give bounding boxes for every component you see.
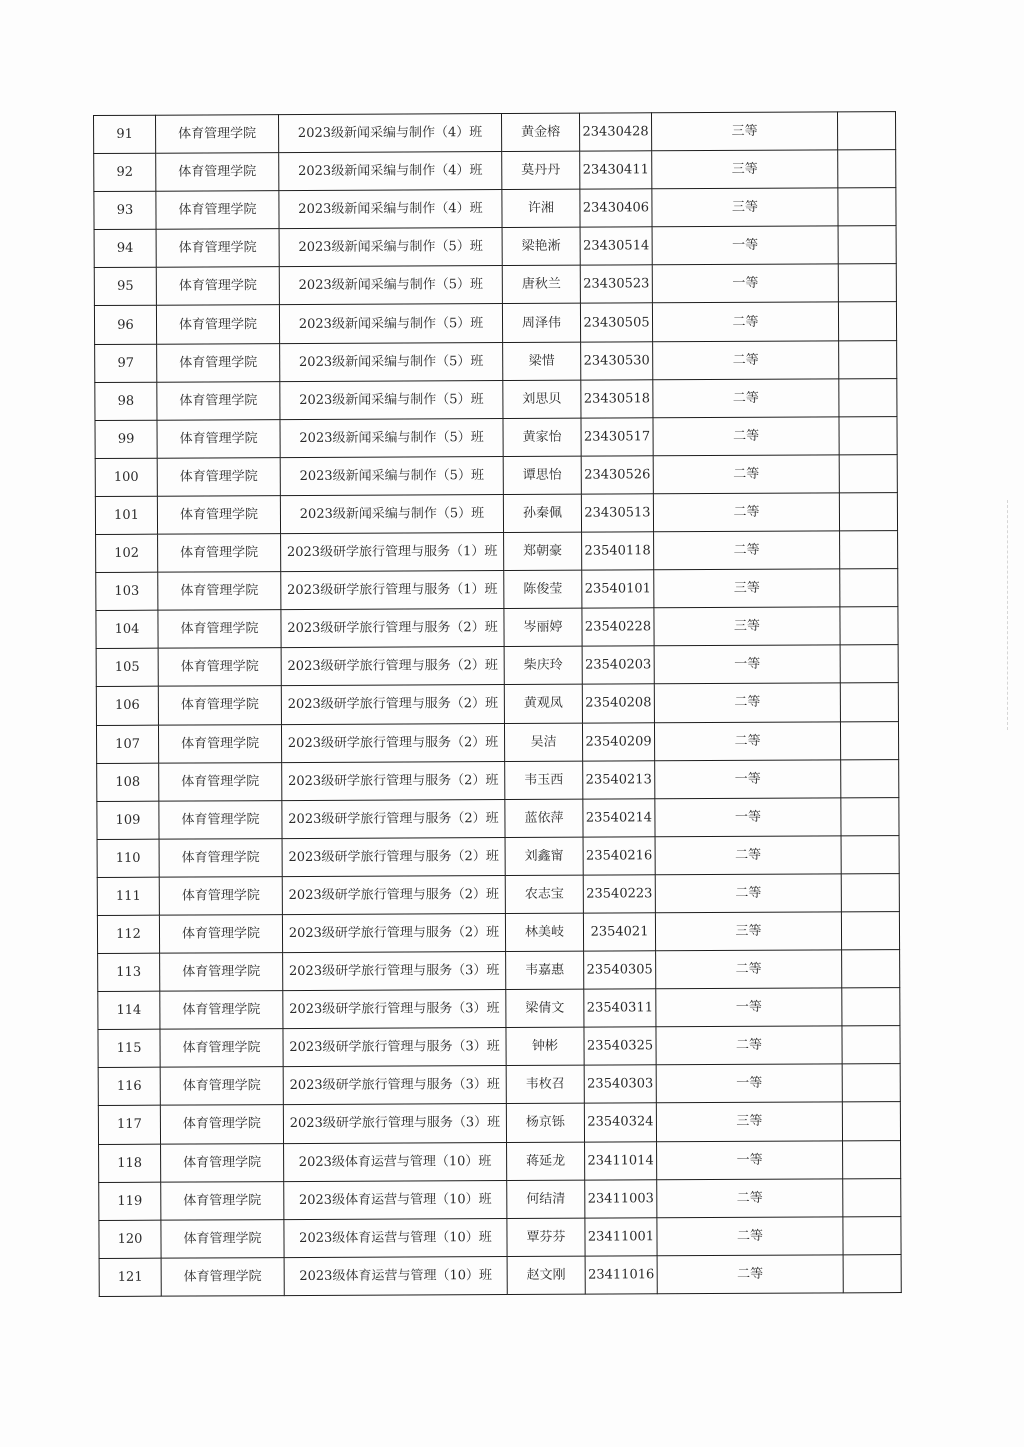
table-row xyxy=(96,683,898,725)
student-name-cell: 林美岐 xyxy=(505,913,583,951)
class-cell: 2023级新闻采编与制作（5）班 xyxy=(280,342,503,381)
class-cell: 2023级研学旅行管理与服务（3）班 xyxy=(283,1104,506,1143)
award-grade-cell: 二等 xyxy=(653,340,839,379)
student-name-cell: 柴庆玲 xyxy=(504,646,582,684)
student-name-cell: 郑朝豪 xyxy=(504,532,582,570)
award-grade-cell: 三等 xyxy=(654,569,840,608)
student-id-cell: 23411003 xyxy=(585,1179,657,1217)
award-grade-cell: 二等 xyxy=(657,1217,843,1256)
student-id-cell: 23540228 xyxy=(582,608,654,646)
award-grade-cell: 一等 xyxy=(656,988,842,1027)
remark-cell xyxy=(838,264,896,302)
award-grade-cell: 三等 xyxy=(656,1102,842,1141)
class-cell: 2023级新闻采编与制作（5）班 xyxy=(280,456,503,495)
table-row xyxy=(98,1102,900,1144)
table-row xyxy=(94,112,896,154)
table-row xyxy=(96,721,898,763)
remark-cell xyxy=(841,759,899,797)
college-cell: 体育管理学院 xyxy=(156,229,279,268)
college-cell: 体育管理学院 xyxy=(159,876,282,915)
student-id-cell: 23540213 xyxy=(583,760,655,798)
college-cell: 体育管理学院 xyxy=(158,648,281,687)
award-grade-cell: 三等 xyxy=(654,607,840,646)
award-grade-cell: 三等 xyxy=(652,188,838,227)
student-name-cell: 韦枚召 xyxy=(506,1065,584,1103)
student-name-cell: 岑丽婷 xyxy=(504,608,582,646)
remark-cell xyxy=(842,1026,900,1064)
table-row xyxy=(98,950,900,992)
student-name-cell: 周泽伟 xyxy=(502,304,580,342)
remark-cell xyxy=(840,569,898,607)
class-cell: 2023级新闻采编与制作（5）班 xyxy=(280,418,503,457)
row-number-cell: 107 xyxy=(96,725,158,763)
class-cell: 2023级研学旅行管理与服务（2）班 xyxy=(282,761,505,800)
row-number-cell: 97 xyxy=(95,344,157,382)
award-table-body xyxy=(94,112,902,1297)
college-cell: 体育管理学院 xyxy=(161,1181,284,1220)
class-cell: 2023级研学旅行管理与服务（2）班 xyxy=(282,837,505,876)
remark-cell xyxy=(840,607,898,645)
row-number-cell: 105 xyxy=(96,649,158,687)
award-grade-cell: 二等 xyxy=(653,379,839,418)
class-cell: 2023级研学旅行管理与服务（2）班 xyxy=(282,799,505,838)
remark-cell xyxy=(839,493,897,531)
class-cell: 2023级研学旅行管理与服务（3）班 xyxy=(283,1028,506,1067)
remark-cell xyxy=(842,1102,900,1140)
student-id-cell: 23540216 xyxy=(583,837,655,875)
remark-cell xyxy=(842,950,900,988)
row-number-cell: 115 xyxy=(98,1029,160,1067)
remark-cell xyxy=(839,416,897,454)
class-cell: 2023级新闻采编与制作（4）班 xyxy=(279,114,502,153)
remark-cell xyxy=(843,1216,901,1254)
table-row xyxy=(95,416,897,458)
student-id-cell: 23411001 xyxy=(585,1217,657,1255)
row-number-cell: 117 xyxy=(98,1106,160,1144)
row-number-cell: 120 xyxy=(99,1220,161,1258)
remark-cell xyxy=(838,302,896,340)
row-number-cell: 114 xyxy=(98,991,160,1029)
remark-cell xyxy=(843,1140,901,1178)
student-id-cell: 23540203 xyxy=(582,646,654,684)
class-cell: 2023级新闻采编与制作（5）班 xyxy=(280,380,503,419)
college-cell: 体育管理学院 xyxy=(156,267,279,306)
remark-cell xyxy=(841,797,899,835)
student-name-cell: 赵文刚 xyxy=(507,1256,585,1294)
student-id-cell: 23540305 xyxy=(584,951,656,989)
student-id-cell: 23540214 xyxy=(583,798,655,836)
table-row xyxy=(96,569,898,611)
student-id-cell: 23430411 xyxy=(580,151,652,189)
table-row xyxy=(95,378,897,420)
table-row xyxy=(95,454,897,496)
student-name-cell: 许湘 xyxy=(502,189,580,227)
college-cell: 体育管理学院 xyxy=(160,953,283,992)
student-id-cell: 23430513 xyxy=(581,494,653,532)
student-name-cell: 蓝依萍 xyxy=(505,799,583,837)
table-row xyxy=(97,759,899,801)
class-cell: 2023级体育运营与管理（10）班 xyxy=(284,1218,507,1257)
college-cell: 体育管理学院 xyxy=(156,191,279,230)
award-grade-cell: 一等 xyxy=(652,226,838,265)
remark-cell xyxy=(837,112,895,150)
class-cell: 2023级新闻采编与制作（5）班 xyxy=(279,228,502,267)
award-grade-cell: 二等 xyxy=(655,874,841,913)
remark-cell xyxy=(840,531,898,569)
student-name-cell: 唐秋兰 xyxy=(502,265,580,303)
college-cell: 体育管理学院 xyxy=(161,1219,284,1258)
college-cell: 体育管理学院 xyxy=(156,115,279,154)
student-name-cell: 黄家怡 xyxy=(503,418,581,456)
remark-cell xyxy=(842,1064,900,1102)
student-name-cell: 梁倩文 xyxy=(506,989,584,1027)
award-grade-cell: 二等 xyxy=(654,683,840,722)
table-row xyxy=(94,302,896,344)
table-row xyxy=(97,912,899,954)
table-row xyxy=(96,607,898,649)
award-grade-cell: 二等 xyxy=(653,493,839,532)
college-cell: 体育管理学院 xyxy=(156,305,279,344)
award-grade-cell: 二等 xyxy=(655,836,841,875)
row-number-cell: 99 xyxy=(95,420,157,458)
student-name-cell: 覃芬芬 xyxy=(507,1218,585,1256)
student-id-cell: 2354021 xyxy=(583,913,655,951)
row-number-cell: 118 xyxy=(99,1144,161,1182)
row-number-cell: 95 xyxy=(94,268,156,306)
student-id-cell: 23540324 xyxy=(584,1103,656,1141)
award-grade-cell: 二等 xyxy=(657,1255,843,1294)
student-name-cell: 钟彬 xyxy=(506,1027,584,1065)
award-grade-cell: 二等 xyxy=(653,417,839,456)
student-id-cell: 23430517 xyxy=(581,418,653,456)
table-row xyxy=(95,340,897,382)
award-grade-cell: 二等 xyxy=(656,950,842,989)
student-name-cell: 刘鑫甯 xyxy=(505,837,583,875)
award-grade-cell: 一等 xyxy=(655,759,841,798)
row-number-cell: 104 xyxy=(96,610,158,648)
table-row xyxy=(97,835,899,877)
remark-cell xyxy=(839,340,897,378)
table-row xyxy=(99,1178,901,1220)
table-row xyxy=(96,531,898,573)
class-cell: 2023级新闻采编与制作（5）班 xyxy=(279,266,502,305)
remark-cell xyxy=(840,721,898,759)
class-cell: 2023级体育运营与管理（10）班 xyxy=(284,1256,507,1295)
award-grade-cell: 一等 xyxy=(657,1140,843,1179)
college-cell: 体育管理学院 xyxy=(160,1067,283,1106)
college-cell: 体育管理学院 xyxy=(160,991,283,1030)
student-id-cell: 23540209 xyxy=(582,722,654,760)
row-number-cell: 94 xyxy=(94,229,156,267)
college-cell: 体育管理学院 xyxy=(157,457,280,496)
student-id-cell: 23540118 xyxy=(582,532,654,570)
award-grade-cell: 三等 xyxy=(655,912,841,951)
student-name-cell: 韦嘉惠 xyxy=(506,951,584,989)
row-number-cell: 112 xyxy=(97,915,159,953)
class-cell: 2023级研学旅行管理与服务（2）班 xyxy=(281,609,504,648)
row-number-cell: 93 xyxy=(94,191,156,229)
table-row xyxy=(98,1064,900,1106)
student-name-cell: 刘思贝 xyxy=(503,380,581,418)
student-name-cell: 孙秦佩 xyxy=(503,494,581,532)
student-name-cell: 黄观凤 xyxy=(504,685,582,723)
remark-cell xyxy=(838,150,896,188)
college-cell: 体育管理学院 xyxy=(161,1143,284,1182)
row-number-cell: 96 xyxy=(94,306,156,344)
class-cell: 2023级研学旅行管理与服务（3）班 xyxy=(283,990,506,1029)
award-grade-cell: 二等 xyxy=(654,721,840,760)
remark-cell xyxy=(840,683,898,721)
college-cell: 体育管理学院 xyxy=(161,1257,284,1296)
college-cell: 体育管理学院 xyxy=(157,496,280,535)
award-grade-cell: 三等 xyxy=(652,150,838,189)
row-number-cell: 110 xyxy=(97,839,159,877)
table-row xyxy=(99,1254,901,1296)
row-number-cell: 98 xyxy=(95,382,157,420)
remark-cell xyxy=(843,1254,901,1292)
table-row xyxy=(98,988,900,1030)
college-cell: 体育管理学院 xyxy=(157,419,280,458)
student-id-cell: 23411014 xyxy=(585,1141,657,1179)
class-cell: 2023级新闻采编与制作（5）班 xyxy=(279,304,502,343)
student-name-cell: 莫丹丹 xyxy=(502,151,580,189)
table-row xyxy=(99,1140,901,1182)
student-name-cell: 梁艳淅 xyxy=(502,227,580,265)
table-row xyxy=(94,226,896,268)
college-cell: 体育管理学院 xyxy=(158,534,281,573)
college-cell: 体育管理学院 xyxy=(159,838,282,877)
award-grade-cell: 三等 xyxy=(651,112,837,151)
remark-cell xyxy=(841,835,899,873)
table-row xyxy=(95,493,897,535)
college-cell: 体育管理学院 xyxy=(158,610,281,649)
student-id-cell: 23430518 xyxy=(581,379,653,417)
row-number-cell: 119 xyxy=(99,1182,161,1220)
remark-cell xyxy=(841,912,899,950)
college-cell: 体育管理学院 xyxy=(159,762,282,801)
student-id-cell: 23430428 xyxy=(579,113,651,151)
award-grade-cell: 二等 xyxy=(653,455,839,494)
class-cell: 2023级研学旅行管理与服务（2）班 xyxy=(282,913,505,952)
student-name-cell: 杨京铄 xyxy=(506,1104,584,1142)
student-id-cell: 23540208 xyxy=(582,684,654,722)
student-id-cell: 23430406 xyxy=(580,189,652,227)
student-name-cell: 黄金榕 xyxy=(501,113,579,151)
award-table xyxy=(93,111,902,1297)
table-row xyxy=(97,797,899,839)
remark-cell xyxy=(838,188,896,226)
remark-cell xyxy=(841,873,899,911)
class-cell: 2023级体育运营与管理（10）班 xyxy=(284,1142,507,1181)
student-id-cell: 23430523 xyxy=(580,265,652,303)
row-number-cell: 100 xyxy=(95,458,157,496)
award-grade-cell: 二等 xyxy=(654,531,840,570)
row-number-cell: 101 xyxy=(95,496,157,534)
college-cell: 体育管理学院 xyxy=(158,686,281,725)
college-cell: 体育管理学院 xyxy=(157,343,280,382)
remark-cell xyxy=(839,454,897,492)
table-row xyxy=(97,873,899,915)
award-grade-cell: 二等 xyxy=(657,1178,843,1217)
row-number-cell: 91 xyxy=(94,115,156,153)
award-grade-cell: 一等 xyxy=(655,798,841,837)
student-name-cell: 何结清 xyxy=(507,1180,585,1218)
student-name-cell: 陈俊莹 xyxy=(504,570,582,608)
student-id-cell: 23430526 xyxy=(581,456,653,494)
remark-cell xyxy=(840,645,898,683)
table-row xyxy=(94,264,896,306)
table-row xyxy=(94,150,896,192)
college-cell: 体育管理学院 xyxy=(158,572,281,611)
class-cell: 2023级新闻采编与制作（5）班 xyxy=(280,494,503,533)
student-name-cell: 吴洁 xyxy=(504,723,582,761)
college-cell: 体育管理学院 xyxy=(157,381,280,420)
class-cell: 2023级研学旅行管理与服务（1）班 xyxy=(281,571,504,610)
college-cell: 体育管理学院 xyxy=(158,724,281,763)
row-number-cell: 121 xyxy=(99,1258,161,1296)
row-number-cell: 113 xyxy=(98,953,160,991)
remark-cell xyxy=(843,1178,901,1216)
award-grade-cell: 一等 xyxy=(652,264,838,303)
student-id-cell: 23430530 xyxy=(581,341,653,379)
student-id-cell: 23540311 xyxy=(584,989,656,1027)
row-number-cell: 109 xyxy=(97,801,159,839)
student-name-cell: 梁惜 xyxy=(503,342,581,380)
college-cell: 体育管理学院 xyxy=(160,1105,283,1144)
college-cell: 体育管理学院 xyxy=(159,915,282,954)
student-id-cell: 23430514 xyxy=(580,227,652,265)
scan-edge-artifact xyxy=(1007,500,1018,730)
student-id-cell: 23540223 xyxy=(583,875,655,913)
class-cell: 2023级研学旅行管理与服务（3）班 xyxy=(283,1066,506,1105)
row-number-cell: 111 xyxy=(97,877,159,915)
remark-cell xyxy=(842,988,900,1026)
table-row xyxy=(99,1216,901,1258)
class-cell: 2023级研学旅行管理与服务（2）班 xyxy=(281,647,504,686)
row-number-cell: 108 xyxy=(97,763,159,801)
class-cell: 2023级新闻采编与制作（4）班 xyxy=(279,152,502,191)
award-grade-cell: 一等 xyxy=(656,1064,842,1103)
row-number-cell: 116 xyxy=(98,1068,160,1106)
student-name-cell: 谭思怡 xyxy=(503,456,581,494)
student-name-cell: 蒋延龙 xyxy=(507,1142,585,1180)
table-row xyxy=(98,1026,900,1068)
award-grade-cell: 二等 xyxy=(656,1026,842,1065)
class-cell: 2023级体育运营与管理（10）班 xyxy=(284,1180,507,1219)
row-number-cell: 106 xyxy=(96,687,158,725)
student-id-cell: 23540303 xyxy=(584,1065,656,1103)
class-cell: 2023级研学旅行管理与服务（2）班 xyxy=(281,723,504,762)
student-id-cell: 23411016 xyxy=(585,1256,657,1294)
remark-cell xyxy=(838,226,896,264)
college-cell: 体育管理学院 xyxy=(159,800,282,839)
row-number-cell: 92 xyxy=(94,153,156,191)
table-row xyxy=(96,645,898,687)
class-cell: 2023级研学旅行管理与服务（3）班 xyxy=(283,952,506,991)
remark-cell xyxy=(839,378,897,416)
class-cell: 2023级研学旅行管理与服务（2）班 xyxy=(281,685,504,724)
row-number-cell: 102 xyxy=(96,534,158,572)
student-id-cell: 23540101 xyxy=(582,570,654,608)
student-id-cell: 23540325 xyxy=(584,1027,656,1065)
student-id-cell: 23430505 xyxy=(580,303,652,341)
class-cell: 2023级研学旅行管理与服务（2）班 xyxy=(282,875,505,914)
award-grade-cell: 二等 xyxy=(652,302,838,341)
class-cell: 2023级新闻采编与制作（4）班 xyxy=(279,190,502,229)
table-row xyxy=(94,188,896,230)
college-cell: 体育管理学院 xyxy=(160,1029,283,1068)
class-cell: 2023级研学旅行管理与服务（1）班 xyxy=(281,533,504,572)
college-cell: 体育管理学院 xyxy=(156,153,279,192)
row-number-cell: 103 xyxy=(96,572,158,610)
student-name-cell: 农志宝 xyxy=(505,875,583,913)
student-name-cell: 韦玉西 xyxy=(505,761,583,799)
award-grade-cell: 一等 xyxy=(654,645,840,684)
